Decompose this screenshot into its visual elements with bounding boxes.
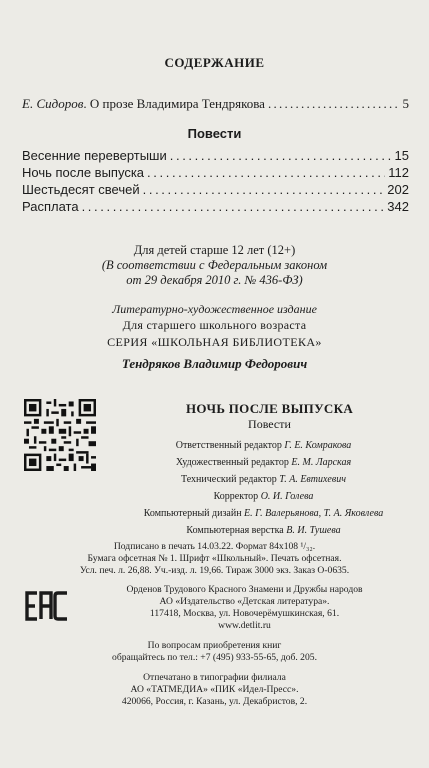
book-author: Тендряков Владимир Федорович [121,356,308,371]
publisher-address: 117418, Москва, ул. Новочерёмушкинская, 61. [149,608,340,619]
eac-logo-icon [24,591,70,621]
toc-leader [147,165,385,180]
edition-audience: Для старшего школьного возраста [122,318,307,332]
orders-phone: обращайтесь по тел.: +7 (495) 933-55-65, доб. 205. [112,652,317,663]
toc-leader [268,96,400,112]
toc-intro-author: Е. Сидоров [22,96,84,111]
orders-info: По вопросам приобретения книг [147,640,282,651]
credit-role: Компьютерный дизайн [143,508,242,519]
credit-role: Технический редактор [181,474,277,485]
publisher-line: АО «Издательство «Детская литература». [159,596,330,607]
toc-leader [82,199,385,214]
toc-page-number: 342 [387,199,409,214]
credit-name: Г. Е. Комракова [284,440,352,451]
print-info: Бумага офсетная № 1. Шрифт «Школьный». Печать офсетная. [87,553,342,564]
toc-row [22,182,409,197]
law-reference: от 29 декабря 2010 г. № 436-ФЗ) [126,273,303,287]
toc-item-title: Шестьдесят свечей [22,182,140,197]
credit-role: Корректор [213,491,259,502]
age-rating: Для детей старше 12 лет (12+) [133,243,296,257]
publisher-line: Орденов Трудового Красного Знамени и Дружбы народов [126,584,363,595]
toc-intro-title: . О прозе Владимира Тендрякова [83,96,265,111]
credit-line [108,508,419,519]
toc-page-number: 5 [402,96,409,111]
toc-page-number: 15 [394,148,409,163]
credit-line [108,474,419,485]
toc-item-title: Ночь после выпуска [22,165,145,180]
toc-row [22,199,409,214]
credit-role: Художественный редактор [175,457,289,468]
credit-name: Е. Г. Валерьянова, Т. А. Яковлева [244,508,384,519]
credit-name: Т. А. Евтихевич [279,474,346,485]
toc-row [22,165,409,180]
credit-line [108,525,419,536]
toc-page-number: 112 [388,165,409,180]
credit-name: О. И. Голева [260,491,314,502]
credit-role: Компьютерная верстка [186,525,284,536]
credit-role: Ответственный редактор [175,440,282,451]
printer-address: 420066, Россия, г. Казань, ул. Декабристов, 2. [121,696,308,707]
toc-page-number: 202 [387,182,409,197]
credit-name: В. И. Тушева [286,525,341,536]
toc-row [22,148,409,163]
law-reference: (В соответствии с Федеральным законом [101,258,328,272]
printer-info: Отпечатано в типографии филиала [143,672,286,683]
publisher-website-link[interactable]: www.detlit.ru [218,620,271,631]
print-info: Подписано в печать 14.03.22. Формат 84x108 ¹/₃₂. [113,541,316,552]
credit-line [108,457,419,468]
section-title: Повести [187,126,242,141]
toc-item-title: Весенние перевертыши [22,148,167,163]
book-subtitle: Повести [248,417,291,431]
printer-info: АО «ТАТМЕДИА» «ПИК «Идел-Пресс». [130,684,299,695]
series-name: СЕРИЯ «ШКОЛЬНАЯ БИБЛИОТЕКА» [107,335,322,349]
toc-leader [143,182,385,197]
credit-name: Е. М. Ларская [291,457,352,468]
credit-line [108,491,419,502]
print-info: Усл. печ. л. 26,88. Уч.-изд. л. 19,66. Тираж 3000 экз. Заказ О-0635. [79,565,350,576]
credit-line [108,440,419,451]
book-title: НОЧЬ ПОСЛЕ ВЫПУСКА [185,401,354,416]
toc-row-intro [22,96,409,112]
toc-item-title: Расплата [22,199,79,214]
toc-leader [170,148,392,163]
contents-title: СОДЕРЖАНИЕ [164,55,265,70]
qr-code-icon [24,399,96,471]
edition-type: Литературно-художественное издание [112,302,317,316]
